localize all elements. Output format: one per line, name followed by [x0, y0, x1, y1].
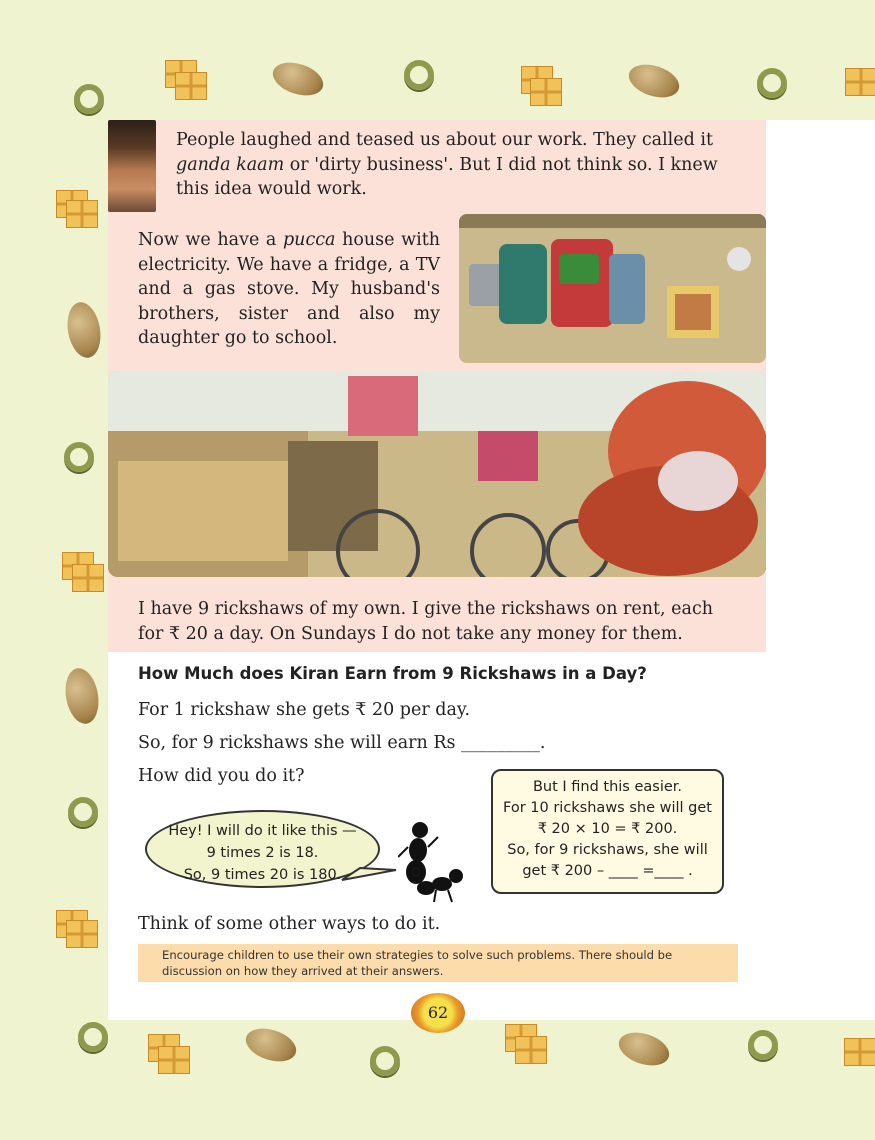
crate-decoration [158, 1046, 190, 1074]
intro-line-1: People laughed and teased us about our work. They called it [176, 130, 714, 150]
washer-decoration [370, 1046, 400, 1076]
crate-decoration [72, 564, 104, 592]
speech-bubble-left: Hey! I will do it like this — 9 times 2 is 18. So, 9 times 20 is 180. [145, 810, 380, 888]
hindi-term: pucca [282, 230, 336, 250]
rickshaw-paragraph: I have 9 rickshaws of my own. I give the rickshaws on rent, each for ₹ 20 a day. On Sundays I do not take any money for them. [138, 599, 714, 644]
earning-per-rickshaw-text: For 1 rickshaw she gets ₹ 20 per day. [138, 700, 471, 720]
speech-bubble-right: But I find this easier. For 10 rickshaws she will get ₹ 20 × 10 = ₹ 200. So, for 9 rickshaws, she will get ₹ 200 – ____ =____ . [491, 769, 724, 894]
think-prompt-text: Think of some other ways to do it. [138, 914, 441, 934]
how-question-text: How did you do it? [138, 766, 305, 786]
washer-decoration [68, 797, 98, 827]
washer-decoration [74, 84, 104, 114]
washer-decoration [64, 442, 94, 472]
section-heading: How Much does Kiran Earn from 9 Rickshaws in a Day? [138, 664, 647, 683]
teacher-note: Encourage children to use their own strategies to solve such problems. There should be discussion on how they arrived at their answers. [138, 944, 738, 982]
crate-decoration [845, 68, 875, 96]
potato-decoration [63, 300, 104, 361]
home-wall-photo [459, 214, 766, 363]
potato-decoration [615, 1027, 674, 1072]
intro-line-2: ganda kaam or 'dirty business'. But I did not think so. I knew [176, 154, 718, 175]
washer-decoration [748, 1030, 778, 1060]
intro-line-3: this idea would work. [176, 179, 367, 199]
rickshaws-illustration [108, 371, 766, 577]
potato-decoration [269, 57, 328, 102]
home-wall-illustration [459, 214, 766, 363]
washer-decoration [404, 60, 434, 90]
potato-decoration [242, 1023, 301, 1068]
crate-decoration [66, 920, 98, 948]
page-number: 62 [411, 993, 465, 1033]
crate-decoration [530, 78, 562, 106]
rickshaws-photo [108, 371, 766, 577]
house-paragraph: Now we have a pucca house with electricity. We have a fridge, a TV and a gas stove. My husband's brothers, sister and also my daughter go to school. [138, 230, 441, 348]
earning-question-text: So, for 9 rickshaws she will earn Rs _________. [138, 733, 546, 753]
kiran-portrait-image [108, 120, 156, 212]
ant-illustration [398, 812, 473, 904]
crate-decoration [175, 72, 207, 100]
speech-bubble-left-tail [340, 850, 400, 890]
crate-decoration [844, 1038, 875, 1066]
washer-decoration [757, 68, 787, 98]
crate-decoration [66, 200, 98, 228]
crate-decoration [515, 1036, 547, 1064]
washer-decoration [78, 1022, 108, 1052]
potato-decoration [61, 666, 102, 727]
potato-decoration [625, 59, 684, 104]
hindi-term: ganda kaam [176, 154, 285, 175]
intro-paragraph [176, 128, 746, 202]
